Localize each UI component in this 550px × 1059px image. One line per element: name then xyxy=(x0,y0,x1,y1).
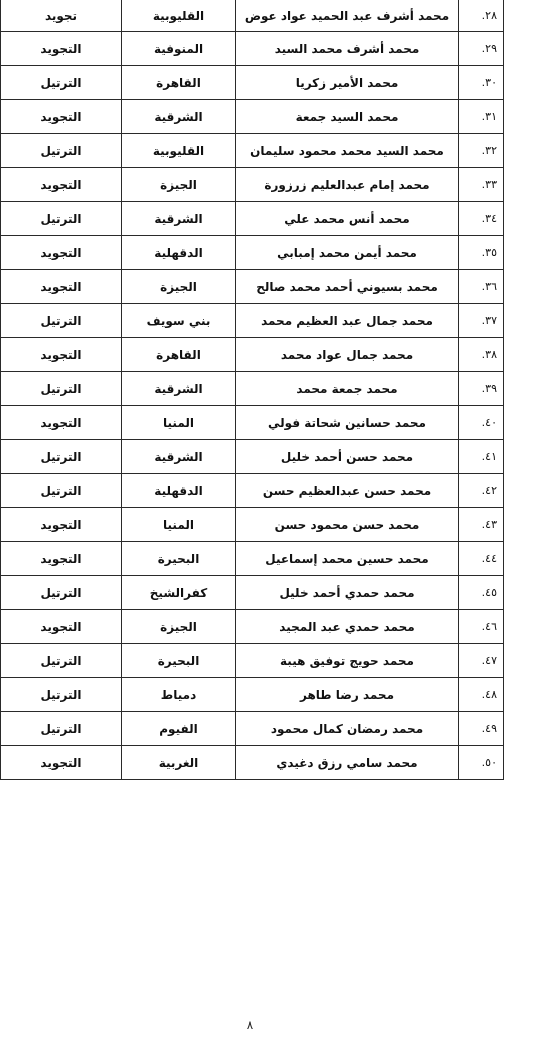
participant-name: محمد الأمير زكريا xyxy=(236,66,459,100)
row-number: ٤٨. xyxy=(459,678,504,712)
participant-name: محمد إمام عبدالعليم زرزورة xyxy=(236,168,459,202)
participant-name: محمد حسانين شحاتة فولي xyxy=(236,406,459,440)
row-number: ٤٥. xyxy=(459,576,504,610)
row-number: ٤٦. xyxy=(459,610,504,644)
participant-governorate: الشرقية xyxy=(122,440,236,474)
participant-name: محمد حسن عبدالعظيم حسن xyxy=(236,474,459,508)
row-number: ٤٢. xyxy=(459,474,504,508)
participant-governorate: القليوبية xyxy=(122,0,236,32)
recitation-type: التجويد xyxy=(1,746,122,780)
recitation-type: الترتيل xyxy=(1,66,122,100)
table-row xyxy=(1,746,504,780)
table-row xyxy=(1,678,504,712)
participant-name: محمد حسن محمود حسن xyxy=(236,508,459,542)
participant-governorate: بني سويف xyxy=(122,304,236,338)
participant-name: محمد حويج توفيق هيبة xyxy=(236,644,459,678)
table-row xyxy=(1,0,504,32)
table-row xyxy=(1,134,504,168)
recitation-type: التجويد xyxy=(1,338,122,372)
participant-governorate: دمياط xyxy=(122,678,236,712)
table-row xyxy=(1,712,504,746)
table-row xyxy=(1,66,504,100)
participant-name: محمد سامي رزق دغيدي xyxy=(236,746,459,780)
participant-governorate: الدقهلية xyxy=(122,236,236,270)
row-number: ٣٩. xyxy=(459,372,504,406)
participant-governorate: المنوفية xyxy=(122,32,236,66)
participant-governorate: القليوبية xyxy=(122,134,236,168)
table-row xyxy=(1,576,504,610)
recitation-type: التجويد xyxy=(1,236,122,270)
row-number: ٣٢. xyxy=(459,134,504,168)
recitation-type: الترتيل xyxy=(1,372,122,406)
participant-name: محمد جمال عواد محمد xyxy=(236,338,459,372)
participant-governorate: القاهرة xyxy=(122,66,236,100)
table-row xyxy=(1,338,504,372)
row-number: ٤١. xyxy=(459,440,504,474)
participant-name: محمد حمدي أحمد خليل xyxy=(236,576,459,610)
row-number: ٢٩. xyxy=(459,32,504,66)
participant-governorate: الدقهلية xyxy=(122,474,236,508)
participant-governorate: البحيرة xyxy=(122,542,236,576)
participant-name: محمد السيد محمد محمود سليمان xyxy=(236,134,459,168)
recitation-type: التجويد xyxy=(1,406,122,440)
participant-name: محمد أشرف عبد الحميد عواد عوض xyxy=(236,0,459,32)
table-row xyxy=(1,542,504,576)
participant-governorate: البحيرة xyxy=(122,644,236,678)
participant-name: محمد جمال عبد العظيم محمد xyxy=(236,304,459,338)
row-number: ٣٤. xyxy=(459,202,504,236)
participant-governorate: الشرقية xyxy=(122,202,236,236)
row-number: ٥٠. xyxy=(459,746,504,780)
participant-name: محمد السيد جمعة xyxy=(236,100,459,134)
row-number: ٤٧. xyxy=(459,644,504,678)
participant-governorate: القاهرة xyxy=(122,338,236,372)
participant-governorate: الشرقية xyxy=(122,372,236,406)
row-number: ٣٦. xyxy=(459,270,504,304)
recitation-type: الترتيل xyxy=(1,678,122,712)
table-row xyxy=(1,32,504,66)
table-row xyxy=(1,440,504,474)
row-number: ٢٨. xyxy=(459,0,504,32)
row-number: ٣٣. xyxy=(459,168,504,202)
recitation-type: التجويد xyxy=(1,270,122,304)
recitation-type: التجويد xyxy=(1,100,122,134)
table-row xyxy=(1,406,504,440)
table-row xyxy=(1,270,504,304)
participant-name: محمد بسيوني أحمد محمد صالح xyxy=(236,270,459,304)
table-row xyxy=(1,644,504,678)
table-row xyxy=(1,474,504,508)
recitation-type: الترتيل xyxy=(1,474,122,508)
participant-governorate: الشرقية xyxy=(122,100,236,134)
row-number: ٣٨. xyxy=(459,338,504,372)
row-number: ٣٠. xyxy=(459,66,504,100)
participant-name: محمد أيمن محمد إمبابي xyxy=(236,236,459,270)
recitation-type: الترتيل xyxy=(1,134,122,168)
participant-governorate: كفرالشيخ xyxy=(122,576,236,610)
table-row xyxy=(1,236,504,270)
row-number: ٣٧. xyxy=(459,304,504,338)
participants-table-body xyxy=(1,0,504,780)
table-row xyxy=(1,610,504,644)
participant-name: محمد رضا طاهر xyxy=(236,678,459,712)
recitation-type: التجويد xyxy=(1,542,122,576)
participant-name: محمد أنس محمد علي xyxy=(236,202,459,236)
recitation-type: الترتيل xyxy=(1,440,122,474)
recitation-type: تجويد xyxy=(1,0,122,32)
participant-governorate: الجيزة xyxy=(122,168,236,202)
table-row xyxy=(1,372,504,406)
table-row xyxy=(1,202,504,236)
participant-governorate: الغربية xyxy=(122,746,236,780)
row-number: ٤٣. xyxy=(459,508,504,542)
participant-name: محمد حسن أحمد خليل xyxy=(236,440,459,474)
participant-governorate: الفيوم xyxy=(122,712,236,746)
table-row xyxy=(1,304,504,338)
participant-governorate: الجيزة xyxy=(122,610,236,644)
participant-governorate: المنيا xyxy=(122,508,236,542)
page-number: ٨ xyxy=(246,1018,254,1032)
participant-name: محمد أشرف محمد السيد xyxy=(236,32,459,66)
recitation-type: الترتيل xyxy=(1,644,122,678)
participant-name: محمد حسين محمد إسماعيل xyxy=(236,542,459,576)
recitation-type: التجويد xyxy=(1,168,122,202)
table-row xyxy=(1,100,504,134)
row-number: ٣١. xyxy=(459,100,504,134)
recitation-type: التجويد xyxy=(1,508,122,542)
participant-governorate: المنيا xyxy=(122,406,236,440)
participant-name: محمد حمدي عبد المجيد xyxy=(236,610,459,644)
row-number: ٤٠. xyxy=(459,406,504,440)
participant-governorate: الجيزة xyxy=(122,270,236,304)
recitation-type: التجويد xyxy=(1,610,122,644)
table-row xyxy=(1,508,504,542)
recitation-type: الترتيل xyxy=(1,576,122,610)
recitation-type: الترتيل xyxy=(1,202,122,236)
participant-name: محمد رمضان كمال محمود xyxy=(236,712,459,746)
row-number: ٤٩. xyxy=(459,712,504,746)
row-number: ٣٥. xyxy=(459,236,504,270)
participant-name: محمد جمعة محمد xyxy=(236,372,459,406)
recitation-type: الترتيل xyxy=(1,304,122,338)
table-row xyxy=(1,168,504,202)
row-number: ٤٤. xyxy=(459,542,504,576)
recitation-type: الترتيل xyxy=(1,712,122,746)
recitation-type: التجويد xyxy=(1,32,122,66)
